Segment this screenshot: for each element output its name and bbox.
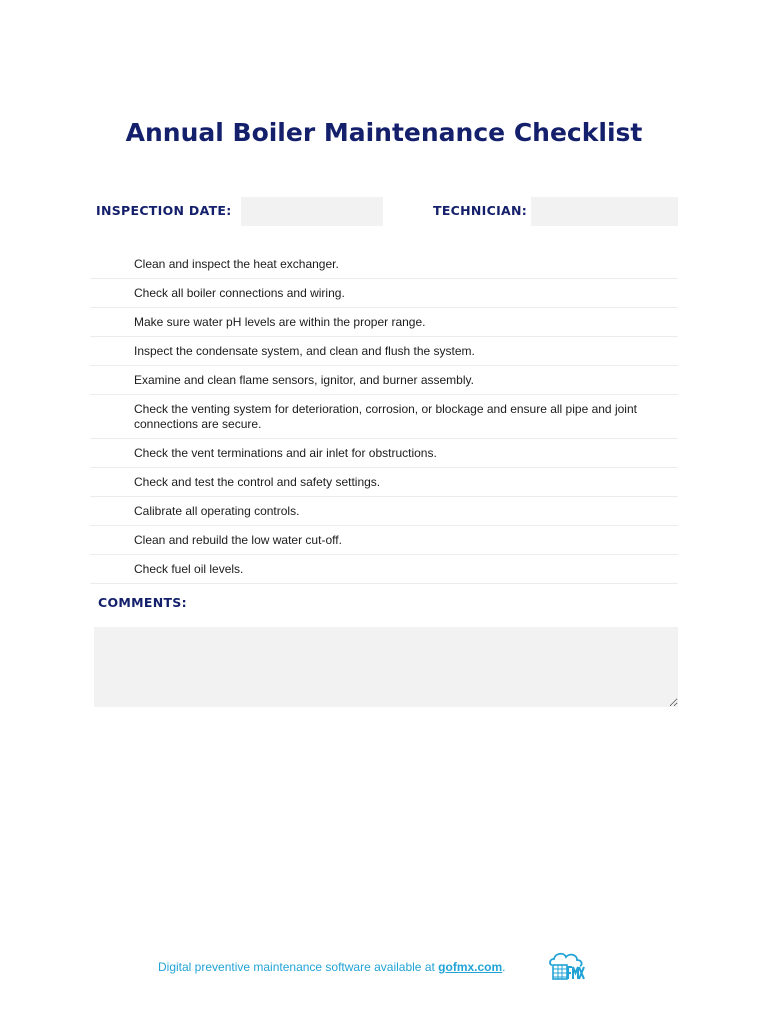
checklist-item: Clean and inspect the heat exchanger. [90,250,678,279]
checklist-item: Check all boiler connections and wiring. [90,279,678,308]
page-title: Annual Boiler Maintenance Checklist [125,118,643,147]
inspection-date-label: INSPECTION DATE: [96,203,232,218]
fmx-logo-icon [547,950,585,982]
technician-field[interactable] [531,197,678,226]
checklist-item: Check the vent terminations and air inlet for obstructions. [90,439,678,468]
checklist-item: Calibrate all operating controls. [90,497,678,526]
checklist-item: Clean and rebuild the low water cut-off. [90,526,678,555]
checklist-item: Make sure water pH levels are within the proper range. [90,308,678,337]
checklist-item: Check fuel oil levels. [90,555,678,584]
comments-field[interactable] [94,627,678,707]
checklist-item: Examine and clean flame sensors, ignitor, and burner assembly. [90,366,678,395]
checklist [90,250,678,584]
comments-label: COMMENTS: [98,595,187,610]
inspection-date-field[interactable] [241,197,383,226]
checklist-item: Check and test the control and safety settings. [90,468,678,497]
footer-period: . [502,960,506,974]
footer [158,960,506,974]
technician-label: TECHNICIAN: [433,203,528,218]
gofmx-link[interactable]: gofmx.com [438,960,503,974]
checklist-item: Check the venting system for deterioration, corrosion, or blockage and ensure all pipe and joint connections are secure. [90,395,678,439]
checklist-item: Inspect the condensate system, and clean and flush the system. [90,337,678,366]
footer-text: Digital preventive maintenance software available at [158,960,439,974]
